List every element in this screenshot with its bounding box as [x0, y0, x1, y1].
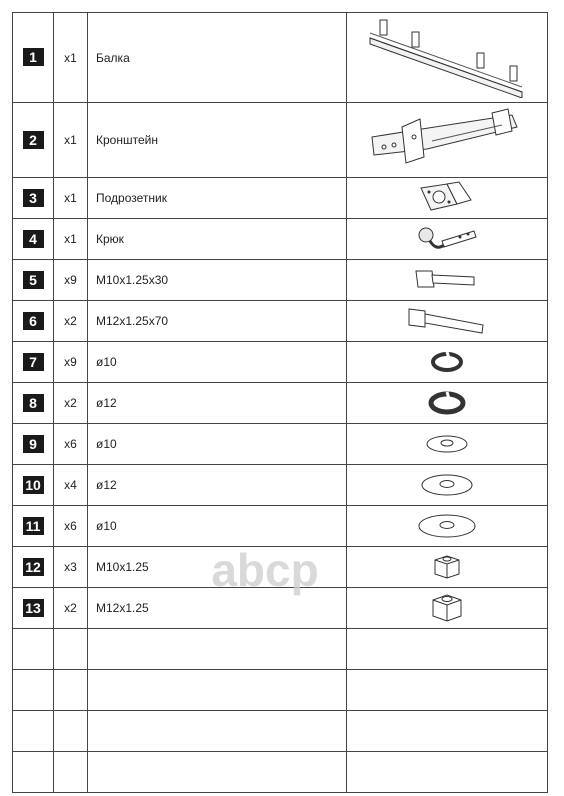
description-cell: Крюк	[88, 219, 347, 260]
quantity-cell: x9	[54, 260, 88, 301]
image-cell	[347, 424, 548, 465]
quantity-cell: x2	[54, 383, 88, 424]
spring-washer-icon	[427, 349, 467, 375]
item-number-cell	[13, 506, 54, 547]
image-cell	[347, 588, 548, 629]
item-number: 2	[23, 131, 44, 149]
bracket-icon	[362, 107, 532, 173]
item-number-cell	[13, 383, 54, 424]
empty-row	[13, 711, 548, 752]
item-number: 11	[23, 517, 44, 535]
item-number-cell	[13, 103, 54, 178]
table-row	[13, 219, 548, 260]
table-row	[13, 506, 548, 547]
description-cell: ø10	[88, 506, 347, 547]
item-number-cell	[13, 13, 54, 103]
tow-hook-icon	[412, 221, 482, 257]
empty-row	[13, 670, 548, 711]
quantity-cell: x4	[54, 465, 88, 506]
image-cell	[347, 506, 548, 547]
table-row	[13, 301, 548, 342]
image-cell	[347, 465, 548, 506]
description-cell: Подрозетник	[88, 178, 347, 219]
description-cell: ø10	[88, 342, 347, 383]
spring-washer-icon	[425, 389, 469, 417]
item-number-cell	[13, 260, 54, 301]
item-number: 3	[23, 189, 44, 207]
quantity-cell: x1	[54, 13, 88, 103]
flat-washer-icon	[415, 511, 479, 541]
image-cell	[347, 383, 548, 424]
table-row	[13, 547, 548, 588]
item-number: 12	[23, 558, 44, 576]
table-row	[13, 588, 548, 629]
description-cell: Балка	[88, 13, 347, 103]
quantity-cell: x6	[54, 506, 88, 547]
svg-text:abcp: abcp	[211, 544, 319, 596]
image-cell	[347, 178, 548, 219]
bolt-long-icon	[405, 305, 489, 337]
flat-washer-icon	[417, 471, 477, 499]
bolt-short-icon	[412, 265, 482, 295]
image-cell	[347, 219, 548, 260]
item-number-cell	[13, 424, 54, 465]
hex-nut-icon	[427, 552, 467, 582]
quantity-cell: x3	[54, 547, 88, 588]
quantity-cell: x9	[54, 342, 88, 383]
table-row	[13, 13, 548, 103]
item-number-cell	[13, 301, 54, 342]
flat-washer-icon	[422, 431, 472, 457]
table-row	[13, 424, 548, 465]
item-number-cell	[13, 342, 54, 383]
hex-nut-icon	[425, 591, 469, 625]
table-row	[13, 342, 548, 383]
item-number: 10	[23, 476, 44, 494]
image-cell	[347, 103, 548, 178]
description-cell: ø10	[88, 424, 347, 465]
image-cell	[347, 547, 548, 588]
item-number: 5	[23, 271, 44, 289]
image-cell	[347, 13, 548, 103]
image-cell	[347, 301, 548, 342]
item-number-cell	[13, 588, 54, 629]
item-number: 6	[23, 312, 44, 330]
table-row	[13, 178, 548, 219]
item-number: 8	[23, 394, 44, 412]
description-cell: ø12	[88, 465, 347, 506]
table-row	[13, 465, 548, 506]
beam-icon	[362, 18, 532, 98]
quantity-cell: x1	[54, 178, 88, 219]
description-cell: M12x1.25	[88, 588, 347, 629]
item-number-cell	[13, 547, 54, 588]
image-cell	[347, 342, 548, 383]
parts-table	[12, 12, 548, 793]
item-number: 7	[23, 353, 44, 371]
item-number: 1	[23, 48, 44, 66]
item-number: 9	[23, 435, 44, 453]
image-cell	[347, 260, 548, 301]
description-cell: M12x1.25x70	[88, 301, 347, 342]
item-number-cell	[13, 465, 54, 506]
description-cell: ø12	[88, 383, 347, 424]
item-number: 4	[23, 230, 44, 248]
quantity-cell: x2	[54, 588, 88, 629]
empty-row	[13, 752, 548, 793]
description-cell: Кронштейн	[88, 103, 347, 178]
socket-plate-icon	[417, 180, 477, 216]
description-cell: M10x1.25	[88, 547, 347, 588]
table-row	[13, 260, 548, 301]
empty-row	[13, 629, 548, 670]
item-number: 13	[23, 599, 44, 617]
item-number-cell	[13, 178, 54, 219]
quantity-cell: x6	[54, 424, 88, 465]
table-row	[13, 103, 548, 178]
table-row	[13, 383, 548, 424]
item-number-cell	[13, 219, 54, 260]
quantity-cell: x1	[54, 103, 88, 178]
quantity-cell: x2	[54, 301, 88, 342]
quantity-cell: x1	[54, 219, 88, 260]
description-cell: M10x1.25x30	[88, 260, 347, 301]
